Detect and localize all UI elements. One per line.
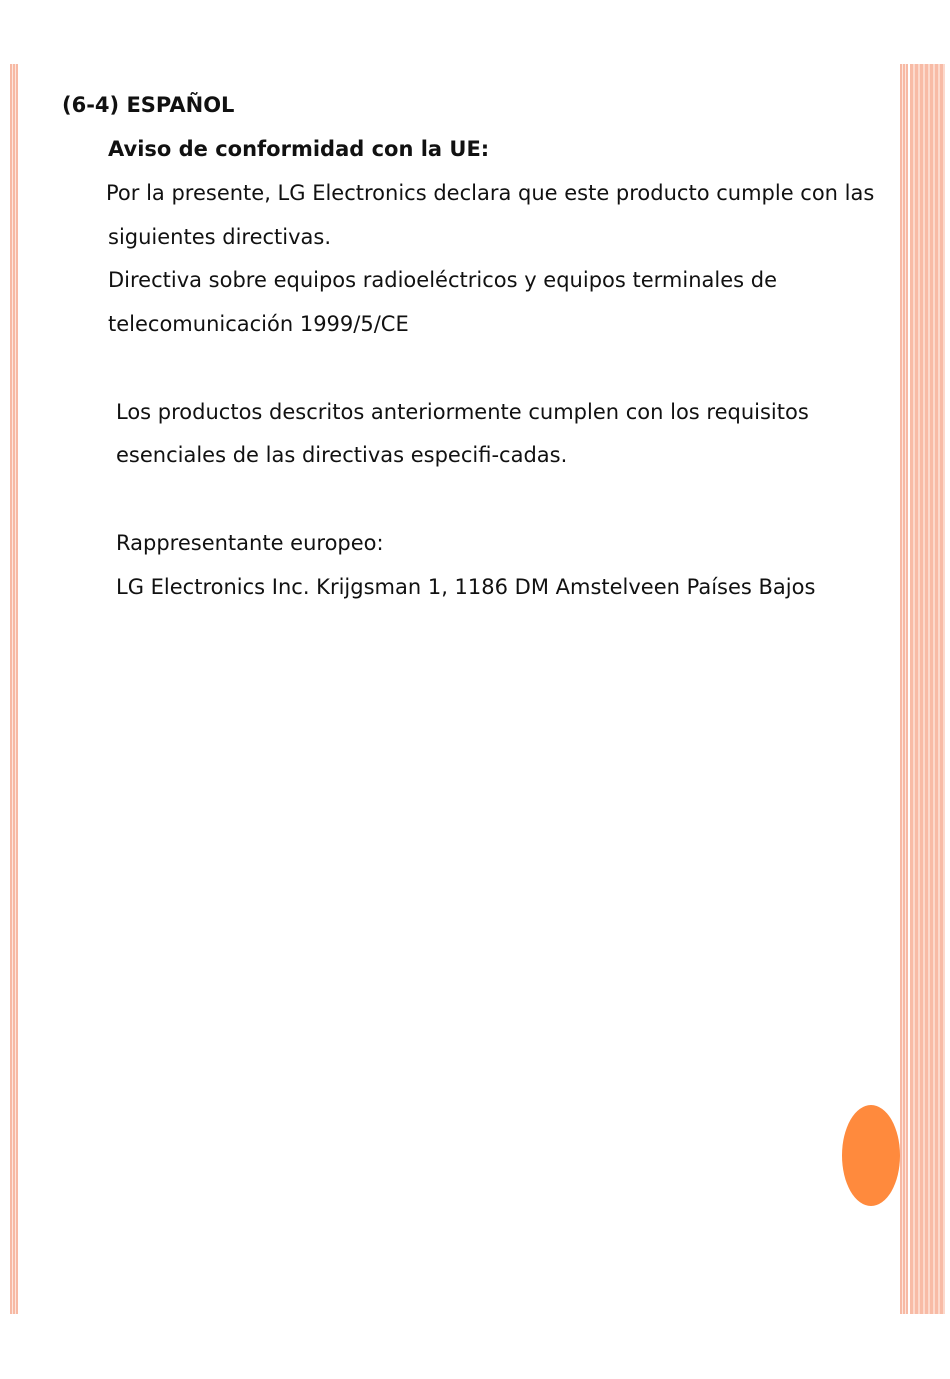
directive-line-2: telecomunicación 1999/5/CE (108, 312, 409, 336)
representative-address: LG Electronics Inc. Krijgsman 1, 1186 DM Amstelveen Países Bajos (116, 575, 816, 599)
declaration-line-2: siguientes directivas. (108, 225, 332, 249)
notice-title: Aviso de conformidad con la UE: (108, 137, 490, 161)
section-heading: (6-4) ESPAÑOL (62, 93, 235, 117)
requirements-line-1: Los productos descritos anteriormente cumplen con los requisitos (116, 400, 809, 424)
left-border-stripe (10, 64, 18, 1314)
right-border-stripe-wide (910, 64, 945, 1314)
requirements-line-2: esenciales de las directivas especifi-cadas. (116, 443, 568, 467)
right-border-stripe-thin (900, 64, 908, 1314)
orange-accent-dot (842, 1105, 900, 1206)
directive-line-1: Directiva sobre equipos radioeléctricos y equipos terminales de (108, 268, 778, 292)
declaration-line-1: Por la presente, LG Electronics declara que este producto cumple con las (106, 181, 875, 205)
representative-label: Rappresentante europeo: (116, 531, 384, 555)
